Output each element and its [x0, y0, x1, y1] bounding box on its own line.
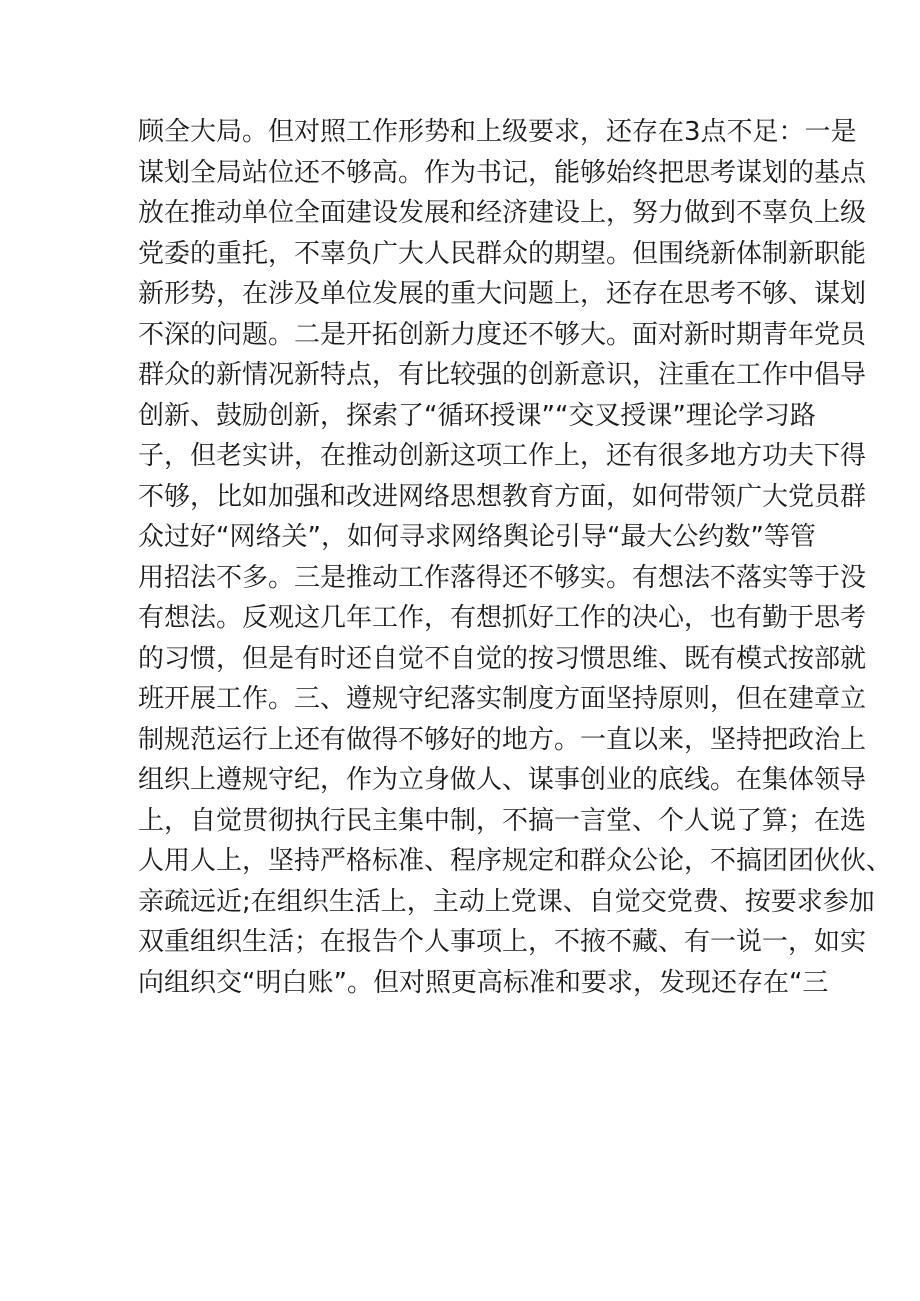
text-line: 亲疏远近;在组织生活上，主动上党课、自觉交党费、按要求参加 — [138, 886, 875, 917]
text-line: 新形势，在涉及单位发展的重大问题上，还存在思考不够、谋划 — [138, 279, 867, 309]
text-line: 有想法。反观这几年工作，有想抓好工作的决心，也有勤于思考 — [138, 603, 867, 633]
text-line: 放在推动单位全面建设发展和经济建设上，努力做到不辜负上级 — [138, 198, 867, 228]
text-line: 向组织交“明白账”。但对照更高标准和要求，发现还存在“三 — [138, 967, 829, 998]
text-line: 双重组织生活；在报告个人事项上，不掖不藏、有一说一，如实 — [138, 927, 867, 957]
text-line: 用招法不多。三是推动工作落得还不够实。有想法不落实等于没 — [138, 562, 867, 593]
text-line: 党委的重托，不辜负广大人民群众的期望。但围绕新体制新职能 — [138, 238, 867, 269]
text-line: 不够，比如加强和改进网络思想教育方面，如何带领广大党员群 — [138, 481, 867, 512]
text-line: 不深的问题。二是开拓创新力度还不够大。面对新时期青年党员 — [138, 319, 867, 350]
text-line: 班开展工作。三、遵规守纪落实制度方面坚持原则，但在建章立 — [138, 684, 867, 714]
text-line: 的习惯，但是有时还自觉不自觉的按习惯思维、既有模式按部就 — [138, 643, 867, 674]
text-line: 人用人上，坚持严格标准、程序规定和群众公论，不搞团团伙伙、 — [138, 846, 893, 876]
text-line: 众过好“网络关”，如何寻求网络舆论引导“最大公约数”等管 — [138, 522, 816, 552]
text-line: 顾全大局。但对照工作形势和上级要求，还存在3点不足：一是 — [138, 117, 857, 147]
text-line: 谋划全局站位还不够高。作为书记，能够始终把思考谋划的基点 — [138, 157, 867, 188]
text-line: 子，但老实讲，在推动创新这项工作上，还有很多地方功夫下得 — [138, 441, 867, 471]
text-line: 创新、鼓励创新，探索了“循环授课”“交叉授课”理论学习路 — [138, 400, 816, 431]
text-line: 组织上遵规守纪，作为立身做人、谋事创业的底线。在集体领导 — [138, 765, 867, 795]
body-text — [138, 112, 893, 1003]
text-line: 上，自觉贯彻执行民主集中制，不搞一言堂、个人说了算；在选 — [138, 805, 867, 836]
text-line: 群众的新情况新特点，有比较强的创新意识，注重在工作中倡导 — [138, 360, 867, 390]
text-line: 制规范运行上还有做得不够好的地方。一直以来，坚持把政治上 — [138, 724, 867, 755]
